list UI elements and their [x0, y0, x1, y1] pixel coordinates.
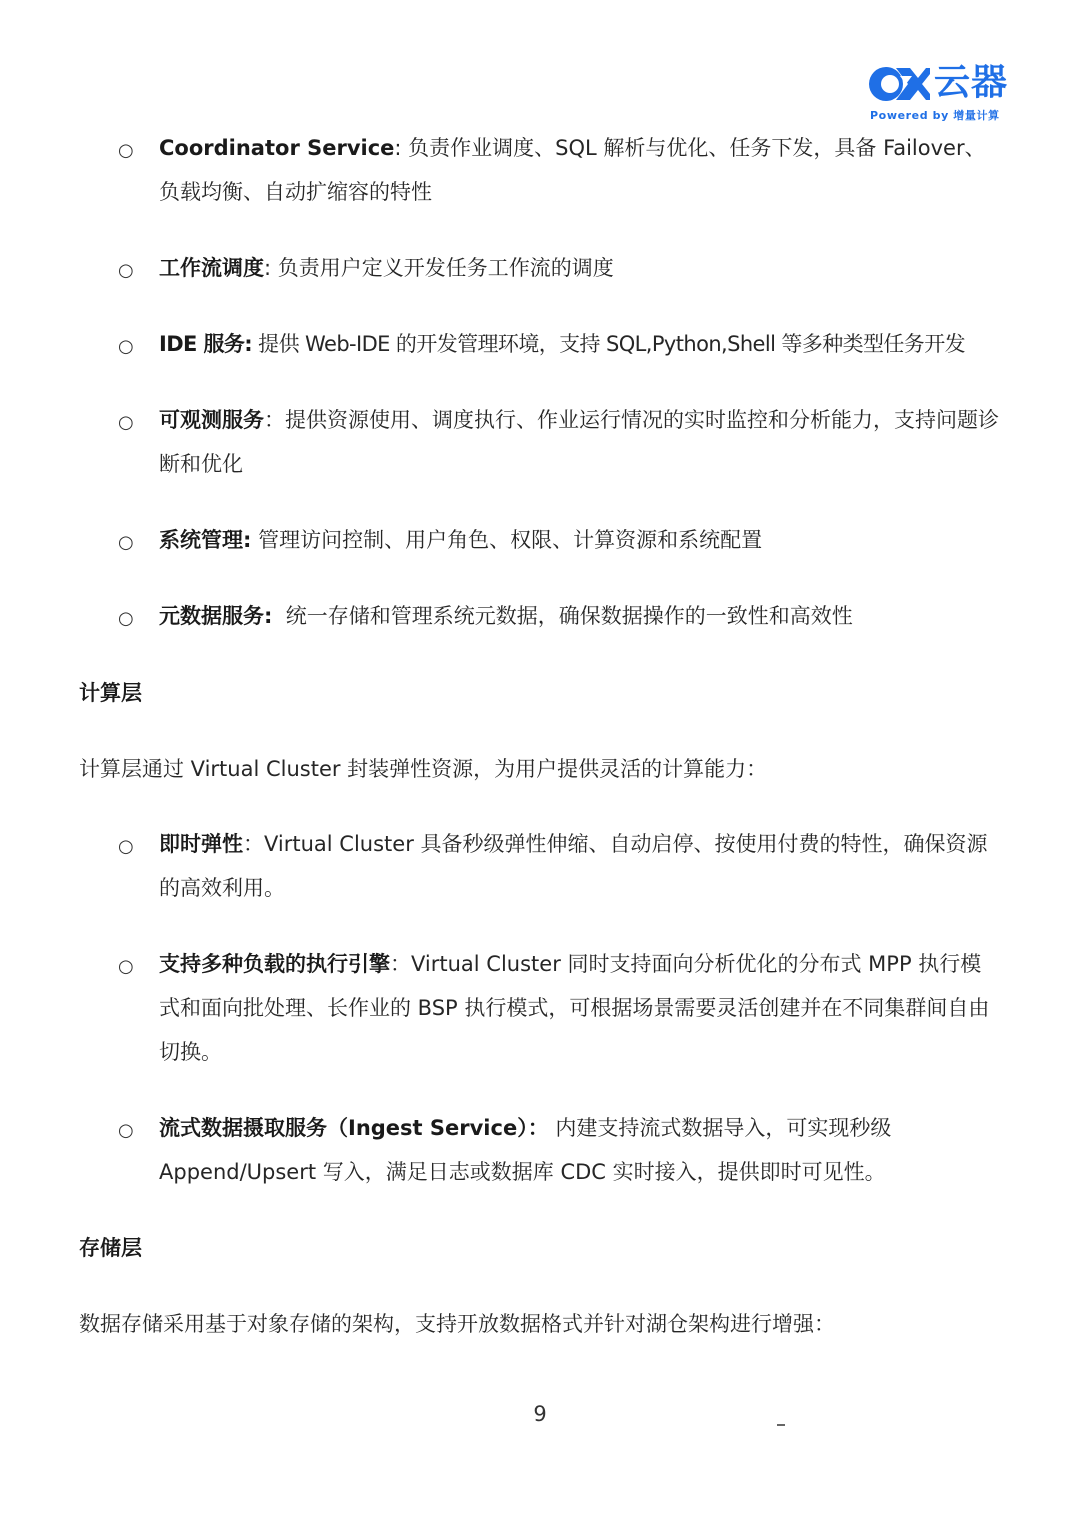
list-item-body: : 负责作业调度、SQL 解析与优化、任务下发，具备 Failover、负载均衡、自动扩缩容的特性 [159, 136, 986, 204]
list-item-body: ：Virtual Cluster 具备秒级弹性伸缩、自动启停、按使用付费的特性，确保资源的高效利用。 [159, 832, 988, 900]
list-item-body: 提供 Web-IDE 的开发管理环境，支持 SQL,Python,Shell 等多种类型任务开发 [252, 332, 966, 356]
bullet-icon: ○ [118, 412, 134, 433]
list-item-text [159, 942, 1001, 1074]
bullet-icon: ○ [118, 956, 134, 977]
page-number: 9 [533, 1402, 547, 1426]
list-item-title: IDE 服务: [159, 332, 253, 356]
list-item-title: 元数据服务: [159, 604, 273, 628]
bullet-icon: ○ [118, 336, 134, 357]
logo-tagline: Powered by 增量计算 [870, 109, 1000, 122]
list-item-body: : 负责用户定义开发任务工作流的调度 [264, 256, 614, 280]
bullet-icon: ○ [118, 608, 134, 629]
list-item-text [159, 822, 1001, 910]
list-item-body: 统一存储和管理系统元数据，确保数据操作的一致性和高效性 [272, 604, 853, 628]
list-item-title: 系统管理: [159, 528, 252, 552]
list-item-body: ：Virtual Cluster 同时支持面向分析优化的分布式 MPP 执行模式和面向批处理、长作业的 BSP 执行模式，可根据场景需要灵活创建并在不同集群间自由切换。 [159, 952, 990, 1064]
list-item-body: 管理访问控制、用户角色、权限、计算资源和系统配置 [251, 528, 763, 552]
list-item-title: 流式数据摄取服务（Ingest Service）： [159, 1116, 549, 1140]
list-item-title: 工作流调度 [159, 256, 264, 280]
section-heading-compute: 计算层 [79, 681, 142, 705]
list-item-body: ：提供资源使用、调度执行、作业运行情况的实时监控和分析能力，支持问题诊断和优化 [159, 408, 999, 476]
list-item-title: Coordinator Service [159, 136, 395, 160]
compute-intro: 计算层通过 Virtual Cluster 封装弹性资源，为用户提供灵活的计算能力： [79, 757, 768, 781]
bullet-icon: ○ [118, 140, 134, 161]
list-item-text [159, 126, 1001, 214]
bullet-icon: ○ [118, 260, 134, 281]
list-item-title: 可观测服务 [159, 408, 264, 432]
list-item-title: 支持多种负载的执行引擎 [159, 952, 390, 976]
bullet-icon: ○ [118, 836, 134, 857]
list-item-text [159, 246, 1001, 290]
footer-mark [777, 1424, 785, 1426]
logo-name: 云器 [934, 62, 1009, 103]
section-heading-storage: 存储层 [79, 1236, 142, 1260]
list-item-title: 即时弹性 [159, 832, 243, 856]
brand-logo [866, 62, 1009, 126]
storage-intro: 数据存储采用基于对象存储的架构，支持开放数据格式并针对湖仓架构进行增强： [79, 1312, 835, 1336]
list-item-body: 内建支持流式数据导入，可实现秒级 Append/Upsert 写入，满足日志或数据库 CDC 实时接入，提供即时可见性。 [159, 1116, 892, 1184]
list-item-text [159, 594, 1001, 638]
bullet-icon: ○ [118, 1120, 134, 1141]
logo-mark-icon [866, 64, 930, 104]
bullet-icon: ○ [118, 532, 134, 553]
list-item-text [159, 1106, 1001, 1194]
list-item-text [159, 398, 1001, 486]
list-item-text [159, 518, 1001, 562]
list-item-text [159, 322, 1029, 366]
